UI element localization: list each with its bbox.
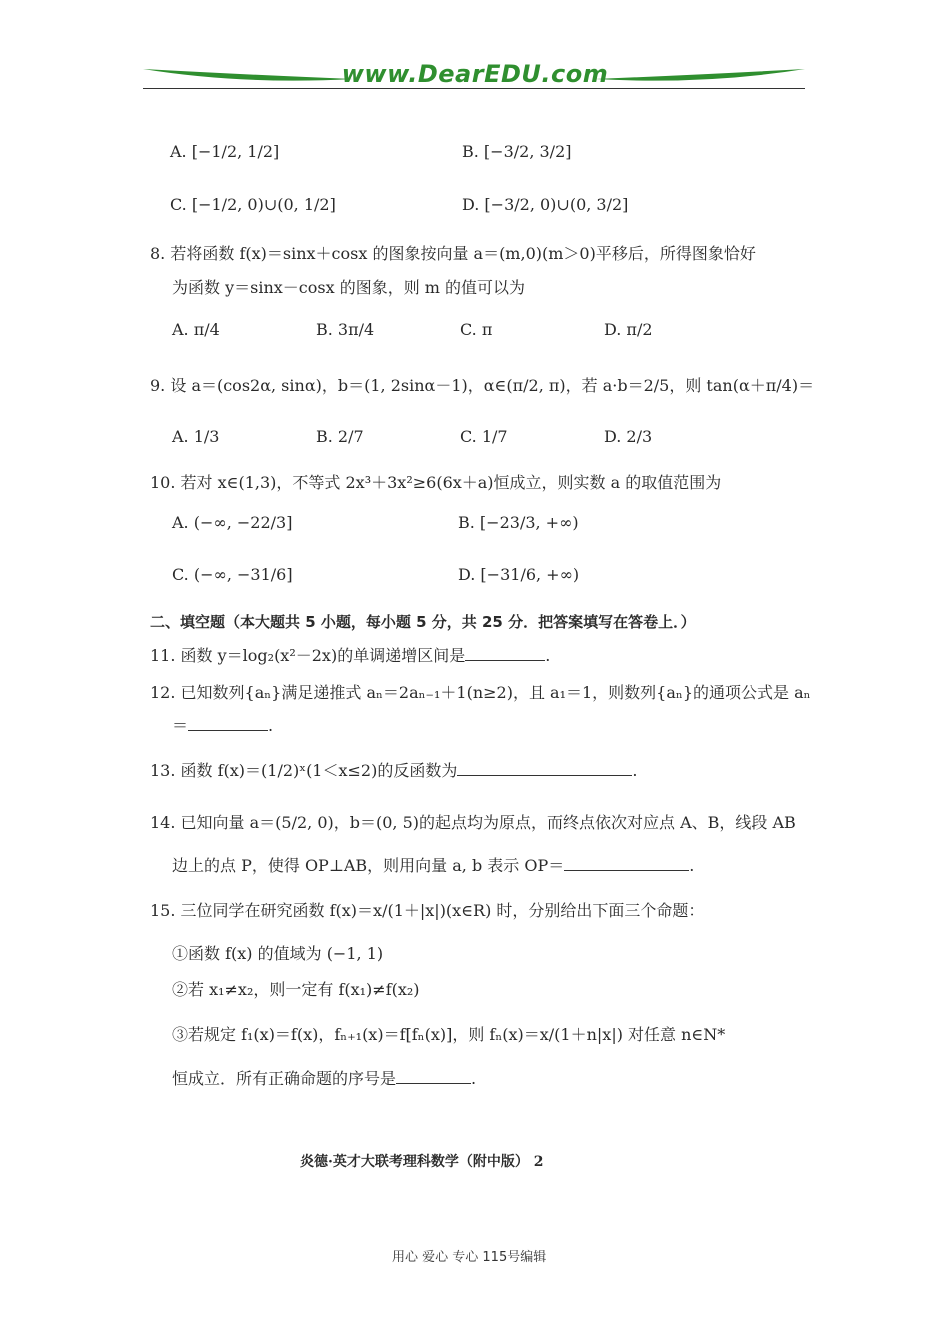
q10-option-b: B. [−23/3, +∞)	[458, 513, 579, 532]
q7-option-c: C. [−1/2, 0)∪(0, 1/2]	[170, 195, 336, 214]
q14-stem-line1: 14. 已知向量 a＝(5/2, 0)，b＝(0, 5)的起点均为原点，而终点依次对应点 A、B，线段 AB	[150, 813, 796, 832]
q15-proposition-3: ③若规定 f₁(x)＝f(x)，fₙ₊₁(x)＝f[fₙ(x)]，则 fₙ(x)＝x/(1＋n|x|) 对任意 n∈N*	[172, 1025, 726, 1044]
q11-answer-blank	[465, 646, 545, 661]
q7-option-a: A. [−1/2, 1/2]	[170, 142, 280, 161]
q14-text: 边上的点 P，使得 OP⊥AB，则用向量 a, b 表示 OP＝	[172, 856, 565, 875]
q10-stem: 10. 若对 x∈(1,3)，不等式 2x³＋3x²≥6(6x＋a)恒成立，则实数 a 的取值范围为	[150, 473, 722, 492]
q13-answer-blank	[457, 761, 632, 776]
q12-line2: ＝ .	[172, 716, 274, 735]
q14-line2: 边上的点 P，使得 OP⊥AB，则用向量 a, b 表示 OP＝ .	[172, 856, 695, 875]
q15-proposition-2: ②若 x₁≠x₂，则一定有 f(x₁)≠f(x₂)	[172, 980, 420, 999]
q11-line: 11. 函数 y＝log₂(x²－2x)的单调递增区间是 .	[150, 646, 551, 665]
q9-option-d: D. 2/3	[604, 427, 653, 446]
q13-line: 13. 函数 f(x)＝(1/2)ˣ(1＜x≤2)的反函数为 .	[150, 761, 638, 780]
q15-text-end: 恒成立．所有正确命题的序号是	[172, 1069, 397, 1088]
q12-stem-line1: 12. 已知数列{aₙ}满足递推式 aₙ＝2aₙ₋₁＋1(n≥2)，且 a₁＝1，则数列{aₙ}的通项公式是 aₙ	[150, 683, 811, 702]
q15-proposition-1: ①函数 f(x) 的值域为 (−1, 1)	[172, 944, 384, 963]
q8-stem-line1: 8. 若将函数 f(x)＝sinx＋cosx 的图象按向量 a＝(m,0)(m＞0)平移后，所得图象恰好	[150, 244, 756, 263]
site-logo-text: www.DearEDU.com	[341, 60, 609, 88]
q7-option-d: D. [−3/2, 0)∪(0, 3/2]	[462, 195, 629, 214]
q8-option-d: D. π/2	[604, 320, 653, 339]
q15-stem: 15. 三位同学在研究函数 f(x)＝x/(1＋|x|)(x∈R) 时，分别给出下面三个命题：	[150, 901, 705, 920]
q15-answer-blank	[396, 1069, 471, 1084]
q7-option-b: B. [−3/2, 3/2]	[462, 142, 572, 161]
section-fill-in-heading: 二、填空题（本大题共 5 小题，每小题 5 分，共 25 分．把答案填写在答卷上．）	[150, 613, 696, 631]
q9-option-c: C. 1/7	[460, 427, 508, 446]
q8-option-b: B. 3π/4	[316, 320, 375, 339]
q8-option-c: C. π	[460, 320, 493, 339]
q12-equals: ＝	[172, 716, 189, 735]
q12-answer-blank	[188, 716, 268, 731]
q14-answer-blank	[564, 856, 689, 871]
q11-text: 11. 函数 y＝log₂(x²－2x)的单调递增区间是	[150, 646, 466, 665]
q15-line-end: 恒成立．所有正确命题的序号是 .	[172, 1069, 477, 1088]
q9-option-a: A. 1/3	[172, 427, 220, 446]
q10-option-a: A. (−∞, −22/3]	[172, 513, 293, 532]
q8-stem-line2: 为函数 y＝sinx－cosx 的图象，则 m 的值可以为	[172, 278, 526, 297]
q9-stem: 9. 设 a＝(cos2α, sinα)，b＝(1, 2sinα－1)，α∈(π/2, π)，若 a·b＝2/5，则 tan(α＋π/4)＝	[150, 376, 815, 395]
header-rule	[143, 88, 805, 89]
q13-text: 13. 函数 f(x)＝(1/2)ˣ(1＜x≤2)的反函数为	[150, 761, 458, 780]
page-footer: 炎德·英才大联考理科数学（附中版） 2	[300, 1154, 544, 1170]
q9-option-b: B. 2/7	[316, 427, 364, 446]
bottom-note: 用心 爱心 专心 115号编辑	[392, 1250, 547, 1265]
q10-option-d: D. [−31/6, +∞)	[458, 565, 580, 584]
q10-option-c: C. (−∞, −31/6]	[172, 565, 293, 584]
q8-option-a: A. π/4	[172, 320, 220, 339]
